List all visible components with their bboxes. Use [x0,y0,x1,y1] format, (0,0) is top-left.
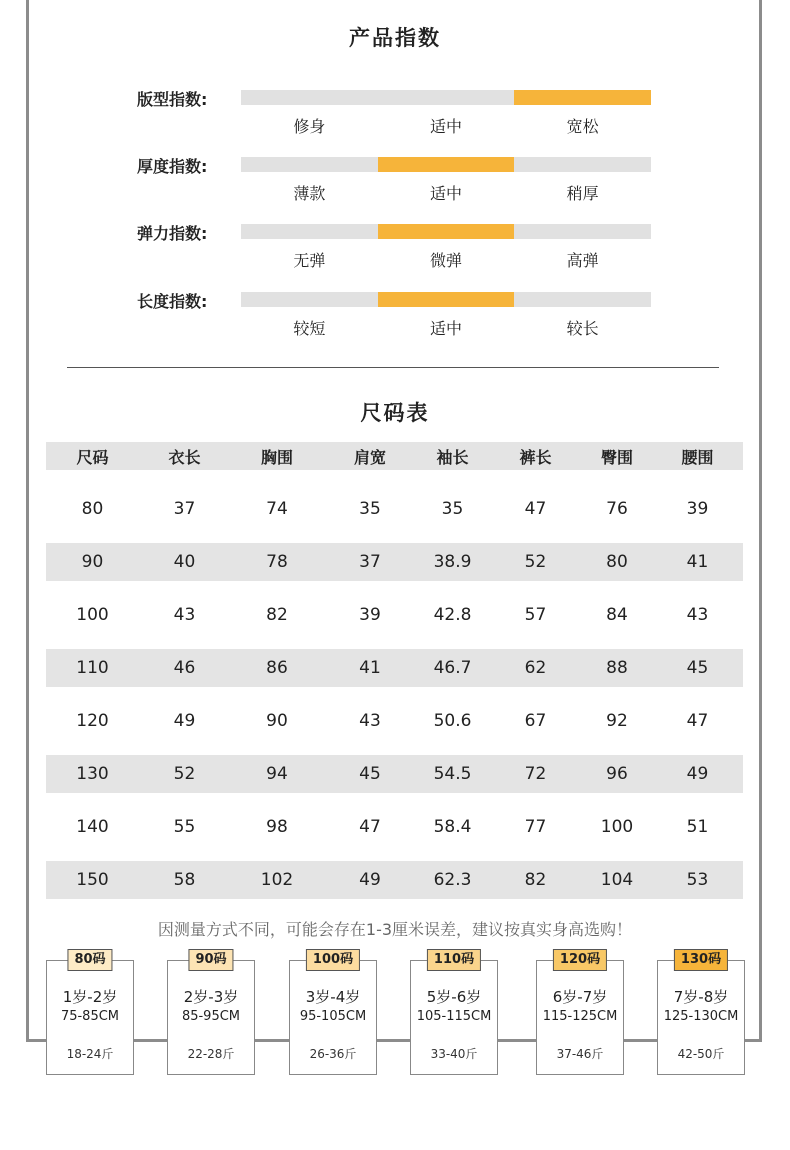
table-cell: 94 [266,764,288,784]
table-cell: 52 [524,552,547,572]
age-card [167,952,255,1075]
index-row [0,157,790,217]
table-cell: 46.7 [433,658,472,678]
table-cell: 43 [359,711,381,731]
table-cell: 49 [686,764,709,784]
table-row [46,861,743,899]
age-range: 2岁-3岁 [183,988,239,1006]
index-option-label: 修身 [293,117,326,136]
header-cell: 尺码 [76,447,109,467]
table-row [46,808,743,846]
index-segment [241,224,378,239]
weight-range: 37-46斤 [556,1047,604,1061]
table-cell: 82 [266,605,288,625]
table-cell: 40 [173,552,196,572]
header-cell: 腰围 [681,447,714,467]
table-row [46,649,743,687]
table-cell: 140 [76,817,109,837]
index-row [0,90,790,150]
index-options [241,114,651,137]
table-cell: 43 [686,605,709,625]
index-segment-selected [378,292,515,307]
header-cell: 胸围 [260,447,293,467]
table-cell: 77 [524,817,547,837]
index-segment [241,292,378,307]
index-segment-selected [378,224,515,239]
table-cell: 102 [260,870,294,890]
age-card [289,952,377,1075]
index-options [241,181,651,204]
table-cell: 47 [686,711,709,731]
table-cell: 90 [81,552,104,572]
index-option-label: 适中 [430,319,463,338]
table-cell: 37 [173,499,196,519]
table-row [46,596,743,634]
table-cell: 41 [686,552,709,572]
index-row [0,224,790,284]
index-option-label: 微弹 [430,251,463,270]
index-option-label: 较长 [566,319,599,338]
index-bar [241,292,651,307]
height-range: 95-105CM [299,1009,367,1024]
table-cell: 49 [173,711,196,731]
table-cell: 74 [266,499,288,519]
table-row [46,543,743,581]
table-cell: 46 [173,658,196,678]
table-cell: 86 [266,658,288,678]
index-segment [514,157,651,172]
index-segment-selected [378,157,515,172]
age-range: 6岁-7岁 [552,988,608,1006]
table-cell: 35 [441,499,464,519]
table-cell: 62.3 [433,870,472,890]
table-cell: 110 [76,658,109,678]
table-cell: 45 [686,658,709,678]
header-cell: 衣长 [168,447,201,467]
index-options [241,316,651,339]
index-option-label: 稍厚 [566,184,599,203]
age-card [46,952,134,1075]
age-card-row [0,950,790,1080]
height-range: 125-130CM [663,1009,739,1024]
height-range: 75-85CM [60,1009,120,1024]
index-bar [241,90,651,105]
size-tag: 100码 [306,949,360,971]
index-segment [241,157,378,172]
index-options [241,248,651,271]
table-cell: 47 [524,499,547,519]
age-range: 1岁-2岁 [62,988,118,1006]
table-cell: 57 [524,605,547,625]
table-cell: 55 [173,817,196,837]
table-cell: 41 [359,658,381,678]
index-title: 产品指数 [349,26,441,50]
table-row [46,755,743,793]
table-cell: 96 [606,764,628,784]
index-option-label: 高弹 [566,251,599,270]
index-label: 长度指数: [137,292,208,311]
table-cell: 39 [686,499,709,519]
size-tag: 120码 [553,949,607,971]
table-cell: 98 [266,817,288,837]
index-segment [241,90,378,105]
size-tag: 80码 [67,949,112,971]
index-segment [514,224,651,239]
table-cell: 58.4 [433,817,472,837]
table-cell: 62 [524,658,547,678]
table-cell: 80 [606,552,628,572]
table-cell: 84 [606,605,628,625]
index-row [0,292,790,352]
index-option-label: 薄款 [293,184,326,203]
table-cell: 54.5 [433,764,472,784]
weight-range: 22-28斤 [187,1047,235,1061]
height-range: 85-95CM [181,1009,241,1024]
table-cell: 82 [524,870,547,890]
index-option-label: 适中 [430,184,463,203]
table-cell: 38.9 [433,552,472,572]
weight-range: 42-50斤 [677,1047,725,1061]
weight-range: 26-36斤 [309,1047,357,1061]
index-label: 版型指数: [137,90,208,109]
age-range: 5岁-6岁 [426,988,482,1006]
table-row [46,702,743,740]
index-segment [514,292,651,307]
table-cell: 42.8 [433,605,472,625]
table-cell: 100 [76,605,109,625]
table-cell: 49 [359,870,381,890]
age-card [657,952,745,1075]
weight-range: 18-24斤 [66,1047,114,1061]
index-label: 弹力指数: [137,224,208,243]
size-tag: 130码 [674,949,728,971]
table-cell: 92 [606,711,628,731]
index-segment-selected [514,90,651,105]
table-row [46,490,743,528]
table-cell: 100 [600,817,634,837]
header-cell: 肩宽 [353,447,386,467]
table-cell: 37 [359,552,381,572]
age-range: 7岁-8岁 [673,988,729,1006]
table-cell: 104 [600,870,634,890]
index-option-label: 宽松 [566,117,599,136]
table-cell: 39 [359,605,381,625]
table-cell: 35 [359,499,381,519]
table-cell: 120 [76,711,109,731]
table-cell: 76 [606,499,628,519]
age-range: 3岁-4岁 [305,988,361,1006]
header-cell: 袖长 [436,447,469,467]
age-card [536,952,624,1075]
size-table-header [46,442,743,470]
table-cell: 53 [686,870,709,890]
measurement-note: 因测量方式不同，可能会存在1-3厘米误差，建议按真实身高选购！ [157,920,633,939]
table-cell: 45 [359,764,381,784]
table-cell: 88 [606,658,628,678]
index-label: 厚度指数: [137,157,208,176]
index-option-label: 较短 [293,319,326,338]
table-cell: 52 [173,764,196,784]
header-cell: 裤长 [519,447,552,467]
height-range: 105-115CM [416,1009,492,1024]
table-cell: 43 [173,605,196,625]
size-tag: 110码 [427,949,481,971]
index-bar [241,224,651,239]
table-cell: 90 [266,711,288,731]
table-cell: 58 [173,870,196,890]
table-cell: 130 [76,764,109,784]
header-cell: 臀围 [600,447,633,467]
size-chart-title: 尺码表 [360,401,430,425]
index-option-label: 适中 [430,117,463,136]
table-cell: 150 [76,870,109,890]
table-cell: 78 [266,552,288,572]
table-cell: 67 [524,711,547,731]
height-range: 115-125CM [542,1009,618,1024]
size-tag: 90码 [188,949,233,971]
table-cell: 51 [686,817,709,837]
table-cell: 47 [359,817,381,837]
index-option-label: 无弹 [293,251,326,270]
index-segment [378,90,515,105]
age-card [410,952,498,1075]
table-cell: 80 [81,499,104,519]
section-divider [67,367,719,368]
table-cell: 50.6 [433,711,472,731]
index-bar [241,157,651,172]
weight-range: 33-40斤 [430,1047,478,1061]
table-cell: 72 [524,764,547,784]
